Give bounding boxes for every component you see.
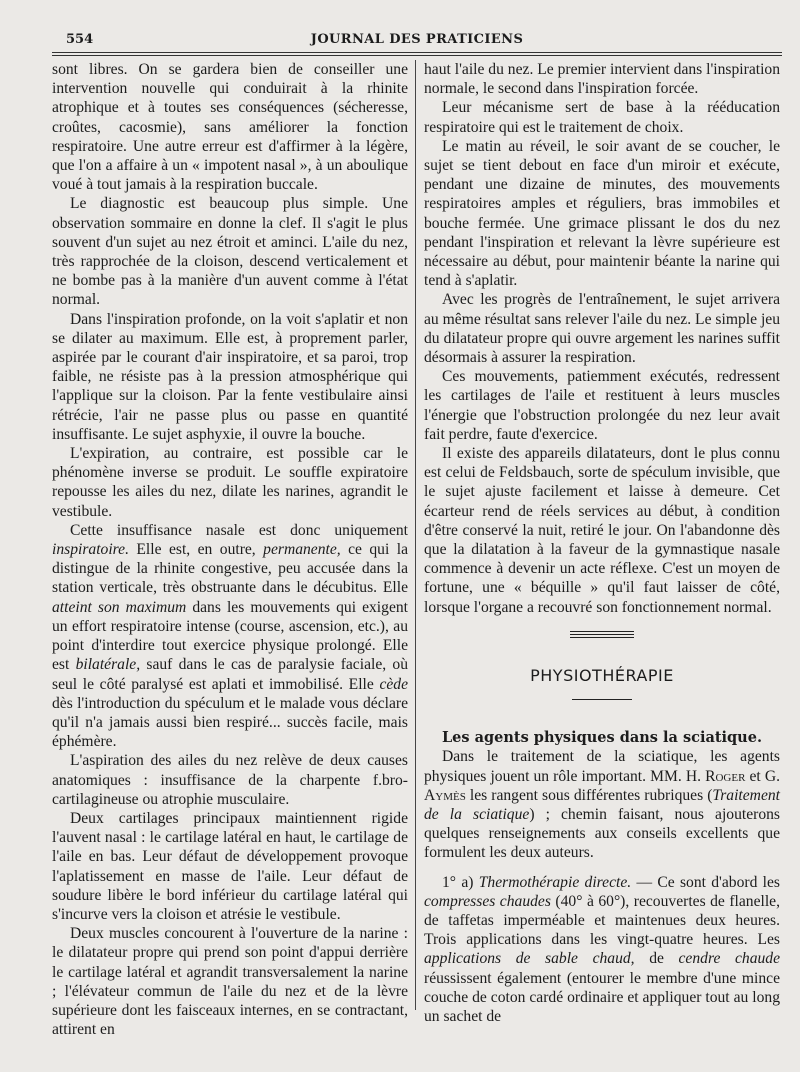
paragraph: L'expiration, au contraire, est possible car le phénomène inverse se produit. Le souffle expiratoire repousse les ailes du nez, dilate les narines, agrandit le vestibule.: [52, 445, 408, 520]
paragraph: Ces mouvements, patiemment exécutés, redressent les cartilages de l'aile et restituent à leurs muscles l'énergie que l'obstruction prolongée du nez leur avait fait perdre, faute d'exercice.: [424, 368, 780, 443]
italic-text: permanente,: [263, 541, 341, 559]
italic-text: applications de sable chaud,: [424, 950, 635, 968]
italic-text: bilatérale,: [75, 656, 141, 674]
article-title: Les agents physiques dans la sciatique.: [441, 729, 763, 747]
text-run: (40° à 60°), recouvertes de flanelle, de taffetas imperméable et maintenues deux heures. Trois applications dans les vingt-quatre heures. Les: [424, 892, 780, 949]
column-divider: [415, 60, 416, 1010]
paragraph: haut l'aile du nez. Le premier intervient dans l'inspiration normale, le second dans l'inspiration forcée.: [424, 61, 780, 98]
journal-title: JOURNAL DES PRATICIENS: [310, 32, 524, 47]
text-run: ) ; chemin faisant, nous ajouterons quelques renseignements aux conseils excellents que formulent les deux auteurs.: [424, 805, 781, 862]
italic-text: cède: [379, 675, 408, 693]
paragraph: [424, 873, 780, 1027]
text-run: les rangent sous différentes rubriques (: [465, 786, 713, 804]
paragraph: Leur mécanisme sert de base à la rééducation respiratoire qui est le traitement de choix.: [424, 99, 780, 136]
paragraph: Avec les progrès de l'entraînement, le sujet arrivera au même résultat sans relever l'aile du nez. Le simple jeu du dilatateur propre qui ouvre argement les narines suffit désormais à assurer la respiration.: [424, 291, 780, 367]
text-run: de: [634, 950, 679, 968]
paragraph: Il existe des appareils dilatateurs, dont le plus connu est celui de Feldsbauch, sorte de spéculum invisible, que le sujet ajuste facilement et laisse à demeure. Cet écarteur rend de réels services au début, à condition d'être conservé la nuit, retiré le jour. On l'abandonne dès que la dilatation à la faveur de la gymnastique nasale commence à devenir un acte réflexe. C'est un moyen de fortune, une « béquille » qu'il faut laisser de côté, lorsque l'organe a recouvré son fonctionnement normal.: [424, 445, 780, 616]
paragraph: [424, 747, 780, 862]
paragraph: Deux muscles concourent à l'ouverture de la narine : le dilatateur propre qui prend son point d'appui derrière le cartilage latéral et agrandit transversalement la narine ; l'élévateur commun de l'aile du nez et de la lèvre supérieure dont les faisceaux internes, en se contractant, attirent en: [52, 925, 408, 1039]
text-run: dans les mouvements qui exigent un effort respiratoire intense (course, ascension, etc.), au point d'interdire tout exercice physique prolongé. Elle est: [52, 598, 408, 674]
paragraph: Le matin au réveil, le soir avant de se coucher, le sujet se tient debout en face d'un miroir et exécute, pendant une dizaine de minutes, des mouvements respiratoires amples et réguliers, bras immobiles et bouche fermée. Une grimace plissant le dos du nez pendant l'inspiration et relevant la lèvre supérieure est nécessaire au début, pour maintenir béante la narine qui tend à s'aplatir.: [424, 137, 780, 290]
section-rule: [572, 699, 632, 700]
text-run: 1° a): [442, 873, 479, 891]
text-run: et G.: [745, 767, 780, 785]
text-run: Elle est, en outre,: [128, 541, 264, 559]
page-number: 554: [66, 32, 94, 47]
paragraph: sont libres. On se gardera bien de conseiller une intervention nouvelle qui conduirait à la rhinite atrophique et à toutes ses conséquences (sécheresse, croûtes, cacosmie), sans améliorer la fonction respiratoire. Une autre erreur est d'affirmer à la légère, que l'on a affaire à un « impotent nasal », à un aboulique voué à tout jamais à la respiration buccale.: [52, 61, 408, 194]
left-column: [52, 60, 408, 1039]
paragraph: Le diagnostic est beaucoup plus simple. Une observation sommaire en donne la clef. Il s'agit le plus souvent d'un sujet au nez étroit et aminci. L'aile du nez, très rapprochée de la cloison, descend verticalement et ne bombe pas à la manière d'un auvent comme à l'état normal.: [52, 195, 408, 309]
text-run: réussissent également (entourer le membre d'une mince couche de coton cardé ordinaire et appliquer tout au long un sachet de: [424, 969, 780, 1025]
section-title: PHYSIOTHÉRAPIE: [530, 665, 674, 685]
right-column: [424, 60, 780, 1026]
italic-text: inspiratoire.: [52, 541, 129, 559]
italic-text: cendre chaude: [678, 950, 781, 968]
italic-text: Traitement de la sciatique: [424, 786, 780, 823]
text-run: ce qui la distingue de la rhinite congestive, peu accusée dans la station verticale, très obstruante dans le décubitus. Elle: [52, 541, 409, 597]
text-run: dès l'introduction du spéculum et le malade vous déclare qu'il n'a jamais aussi bien respiré... succès facile, mais éphémère.: [52, 694, 408, 751]
paragraph: Deux cartilages principaux maintiennent rigide l'auvent nasal : le cartilage latéral en haut, le cartilage de l'aile en bas. Leur défaut de développement provoque l'aplatissement en masse de l'aile. Leur défaut de soudure libère le bord inférieur du cartilage latéral qui s'incurve vers la cloison et atrésie le vestibule.: [52, 809, 408, 923]
paragraph: Dans l'inspiration profonde, on la voit s'aplatir et non se dilater au maximum. Elle est, à proprement parler, aspirée par le courant d'air inspiratoire, et sa paroi, trop faible, ne résiste pas à la pression atmosphérique qui l'applique sur la cloison. Par la fente vestibulaire ainsi rétrécie, l'air ne passe plus ou passe en quantité insuffisante. Le sujet asphyxie, il ouvre la bouche.: [52, 310, 408, 443]
text-run: Cette insuffisance nasale est donc uniquement: [70, 521, 408, 539]
paragraph: L'aspiration des ailes du nez relève de deux causes anatomiques : insuffisance de la charpente f.bro-cartilagineuse ou atrophie musculaire.: [52, 752, 408, 808]
author-name: Aymès: [424, 786, 466, 804]
page-header: [52, 30, 782, 52]
header-rule: [52, 52, 782, 56]
italic-text: Thermothérapie directe.: [478, 873, 632, 891]
section-separator-ornament: [570, 631, 634, 640]
text-run: — Ce sont d'abord les: [631, 873, 780, 891]
paragraph: [52, 521, 408, 751]
text-run: Dans le traitement de la sciatique, les agents physiques jouent un rôle important. MM. H.: [424, 748, 780, 785]
italic-text: compresses chaudes: [424, 892, 551, 910]
author-name: Roger: [705, 767, 746, 785]
text-run: sauf dans le cas de paralysie faciale, où seul le côté paralysé est aplati et immobilisé. Elle: [52, 656, 408, 693]
italic-text: atteint son maximum: [52, 598, 187, 616]
